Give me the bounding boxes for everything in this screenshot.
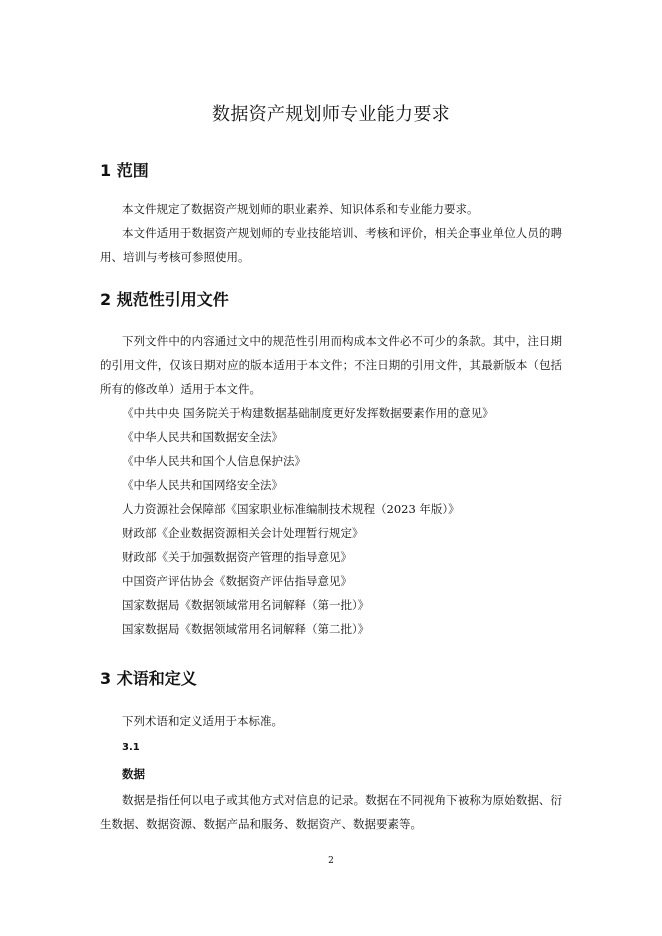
reference-item: 中国资产评估协会《数据资产评估指导意见》 xyxy=(122,574,352,588)
paragraph-line: 本文件规定了数据资产规划师的职业素养、知识体系和专业能力要求。 xyxy=(122,202,479,216)
section-heading-scope: 1 范围 xyxy=(100,161,149,180)
reference-item: 财政部《关于加强数据资产管理的指导意见》 xyxy=(122,550,352,564)
term-definition-line: 生数据、数据资源、数据产品和服务、数据资产、数据要素等。 xyxy=(100,817,422,831)
paragraph-line: 所有的修改单）适用于本文件。 xyxy=(100,382,261,396)
paragraph-line: 下列文件中的内容通过文中的规范性引用而构成本文件必不可少的条款。其中，注日期 xyxy=(122,334,562,348)
term-definition-line: 数据是指任何以电子或其他方式对信息的记录。数据在不同视角下被称为原始数据、衍 xyxy=(122,793,562,807)
section-heading-terms: 3 术语和定义 xyxy=(100,669,197,688)
page-number: 2 xyxy=(328,856,334,866)
reference-item: 国家数据局《数据领域常用名词解释（第二批）》 xyxy=(122,622,370,636)
term-name: 数据 xyxy=(122,767,145,781)
term-number: 3.1 xyxy=(122,742,140,753)
paragraph-line: 用、培训与考核可参照使用。 xyxy=(100,250,250,264)
reference-item: 《中华人民共和国个人信息保护法》 xyxy=(122,454,306,468)
paragraph-line: 本文件适用于数据资产规划师的专业技能培训、考核和评价，相关企事业单位人员的聘 xyxy=(122,226,562,240)
reference-item: 财政部《企业数据资源相关会计处理暂行规定》 xyxy=(122,526,364,540)
reference-item: 《中共中央 国务院关于构建数据基础制度更好发挥数据要素作用的意见》 xyxy=(122,406,494,420)
paragraph-line: 的引用文件，仅该日期对应的版本适用于本文件；不注日期的引用文件，其最新版本（包括 xyxy=(100,358,562,372)
document-title: 数据资产规划师专业能力要求 xyxy=(212,104,450,125)
reference-item: 人力资源社会保障部《国家职业标准编制技术规程（2023 年版）》 xyxy=(122,502,460,516)
section-heading-normative-references: 2 规范性引用文件 xyxy=(100,290,229,309)
reference-item: 《中华人民共和国数据安全法》 xyxy=(122,430,283,444)
reference-item: 国家数据局《数据领域常用名词解释（第一批）》 xyxy=(122,598,370,612)
paragraph-line: 下列术语和定义适用于本标准。 xyxy=(122,714,283,728)
reference-item: 《中华人民共和国网络安全法》 xyxy=(122,478,283,492)
